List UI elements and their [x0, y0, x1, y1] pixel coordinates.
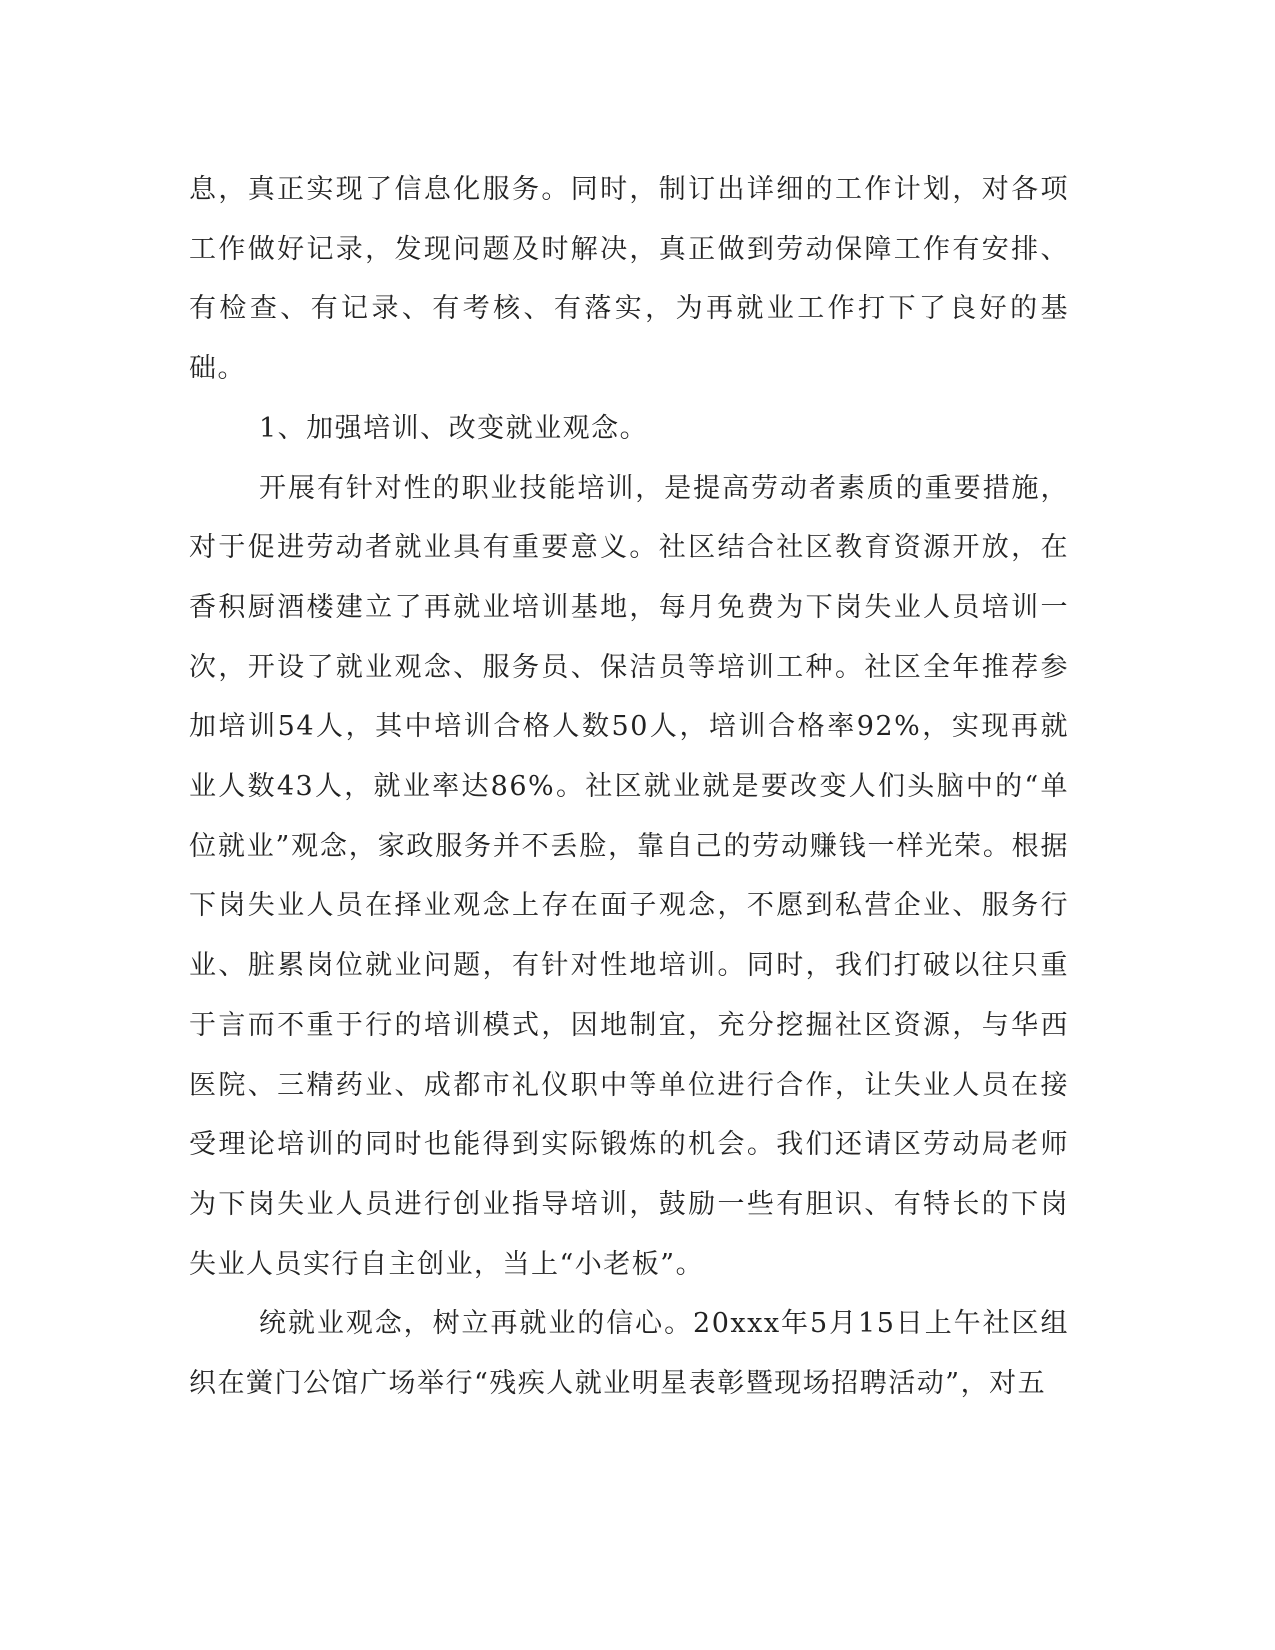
- paragraph-continuation: 息，真正实现了信息化服务。同时，制订出详细的工作计划，对各项工作做好记录，发现问题及时解决，真正做到劳动保障工作有安排、有检查、有记录、有考核、有落实，为再就业工作打下了良好的基础。: [189, 174, 1069, 385]
- section-heading-training: 1、加强培训、改变就业观念。: [259, 412, 649, 444]
- document-body: [189, 160, 1069, 1414]
- paragraph-training-details: 开展有针对性的职业技能培训，是提高劳动者素质的重要措施，对于促进劳动者就业具有重要意义。社区结合社区教育资源开放，在香积厨酒楼建立了再就业培训基地，每月免费为下岗失业人员培训一次，开设了就业观念、服务员、保洁员等培训工种。社区全年推荐参加培训54人，其中培训合格人数50人，培训合格率92%，实现再就业人数43人，就业率达86%。社区就业就是要改变人们头脑中的“单位就业”观念，家政服务并不丢脸，靠自己的劳动赚钱一样光荣。根据下岗失业人员在择业观念上存在面子观念，不愿到私营企业、服务行业、脏累岗位就业问题，有针对性地培训。同时，我们打破以往只重于言而不重于行的培训模式，因地制宜，充分挖掘社区资源，与华西医院、三精药业、成都市礼仪职中等单位进行合作，让失业人员在接受理论培训的同时也能得到实际锻炼的机会。我们还请区劳动局老师为下岗失业人员进行创业指导培训，鼓励一些有胆识、有特长的下岗失业人员实行自主创业，当上“小老板”。: [189, 472, 1069, 1280]
- paragraph-employment-confidence: 统就业观念，树立再就业的信心。20xxx年5月15日上午社区组织在黉门公馆广场举行“残疾人就业明星表彰暨现场招聘活动”，对五: [189, 1308, 1069, 1400]
